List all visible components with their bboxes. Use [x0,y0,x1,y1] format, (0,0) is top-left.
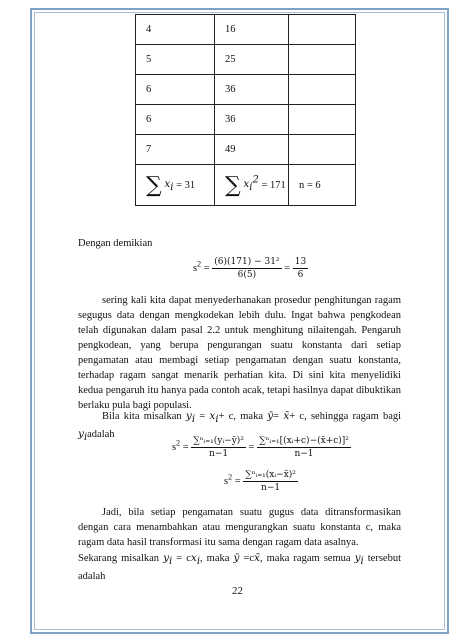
paragraph-scaling: Sekarang misalkan $y_i = cx_i$, maka ȳ =cx̄, maka ragam semua $y_i$ tersebut adalah [78,552,402,583]
empty-cell [289,105,356,135]
eq2b-denominator: n−1 [294,449,314,459]
para4-adalah: adalah [78,571,106,583]
x-squared-cell: 49 [215,135,289,165]
sum-x-value: = 31 [176,179,196,191]
para2-intro: Bila kita misalkan [102,411,182,422]
sum-x2-cell: ∑ $x_i^2 = 171$ [215,165,289,206]
eq3-denominator: n−1 [261,483,281,493]
para2-adalah: adalah [87,429,115,441]
dengan-demikian-text: Dengan demikian [78,238,153,249]
empty-cell [289,45,356,75]
empty-cell [289,135,356,165]
variance-equation-2: $s^2$ = $\frac{\text{∑ⁿᵢ₌₁(yᵢ−ȳ)²}}{n-1}$ = $\frac{\text{∑ⁿᵢ₌₁[(xᵢ+c)−(x̄+c)]²}}{n-1}$ [172,436,349,459]
table-sum-row [136,165,356,206]
table-row [136,135,356,165]
sum-x2-value: = 171 [261,179,286,191]
para4-then: , maka [200,553,230,564]
paragraph-conclusion: Jadi, bila setiap pengamatan suatu gugus data ditransformasikan dengan cara menambahkan atau mengurangkan suatu konstanta c, maka ragam data hasil transformasi itu sama dengan ragam data asalnya. [78,507,401,548]
eq2b-numerator: ∑ⁿᵢ₌₁[(xᵢ+c)−(x̄+c)]² [259,436,349,446]
data-table [135,14,356,206]
para4-eqc: =c [243,553,255,564]
para4-ragam: , maka ragam semua [259,553,351,564]
eq1-fraction [212,257,281,280]
para2-then: , maka [233,411,263,422]
variance-equation-1: $s^2$ = $\frac{\text{(6)(171) − 31²}}{6(5)}$ = $\frac{13}{6}$ [193,257,307,280]
table-row [136,75,356,105]
eq1-denominator: 6(5) [237,270,257,280]
x-squared-cell: 36 [215,75,289,105]
empty-cell [289,75,356,105]
paragraph-translation: Bila kita misalkan $y_i = x_i+ c$, maka ȳ= x̄+ c, sehingga ragam bagi $y_iadalah$ [78,410,402,444]
x-cell: 5 [136,45,215,75]
eq2a-fraction [191,436,246,459]
para4-tersebut: tersebut [367,553,402,564]
table-row [136,105,356,135]
eq3-fraction [243,470,298,493]
eq2a-numerator: ∑ⁿᵢ₌₁(yᵢ−ȳ)² [193,436,244,446]
n-cell: n = 6 [289,165,356,206]
table-row [136,45,356,75]
sum-x-cell: ∑ $x_i = 31$ [136,165,215,206]
para4-intro: Sekarang misalkan [78,553,160,564]
eq1-result [293,257,308,280]
table-row [136,15,356,45]
paragraph-coding: sering kali kita dapat menyederhanakan prosedur penghitungan ragam segugus data dengan mengkodekan lebih dulu. Ingat bahwa pengkodean telah digunakan dalam pasal 2.2 untuk menghitung nilaitengah. Pengaruh pengkodean, yang berupa pengurangan suatu konstanta dari setiap pengamatan atau membagi setiap pengamatan dengan suatu konstanta, terhadap ragam sangat menarik perhatian kita. Di sini kita menyelidiki kedua pengaruh itu hanya pada contoh acak, tetapi hasilnya dapat dibuktikan berlaku pula bagi populasi. [78,295,401,411]
eq1-numerator: (6)(171) − 31² [214,257,280,267]
eq1-result-denominator: 6 [297,270,304,280]
x-squared-cell: 16 [215,15,289,45]
x-squared-cell: 36 [215,105,289,135]
x-cell: 4 [136,15,215,45]
x-squared-cell: 25 [215,45,289,75]
x-cell: 6 [136,75,215,105]
eq2a-denominator: n−1 [209,449,229,459]
eq3-numerator: ∑ⁿᵢ₌₁(xᵢ−x̄)² [245,470,296,480]
x-cell: 7 [136,135,215,165]
page-number: 22 [232,585,243,597]
eq2b-fraction [257,436,351,459]
eq1-result-numerator: 13 [294,257,307,267]
empty-cell [289,15,356,45]
x-cell: 6 [136,105,215,135]
variance-equation-3: $s^2$ = $\frac{\text{∑ⁿᵢ₌₁(xᵢ−x̄)²}}{n-1}$ [224,470,296,493]
data-table-body [136,15,356,206]
para2-plus-c: + c, sehingga ragam bagi [289,411,402,422]
